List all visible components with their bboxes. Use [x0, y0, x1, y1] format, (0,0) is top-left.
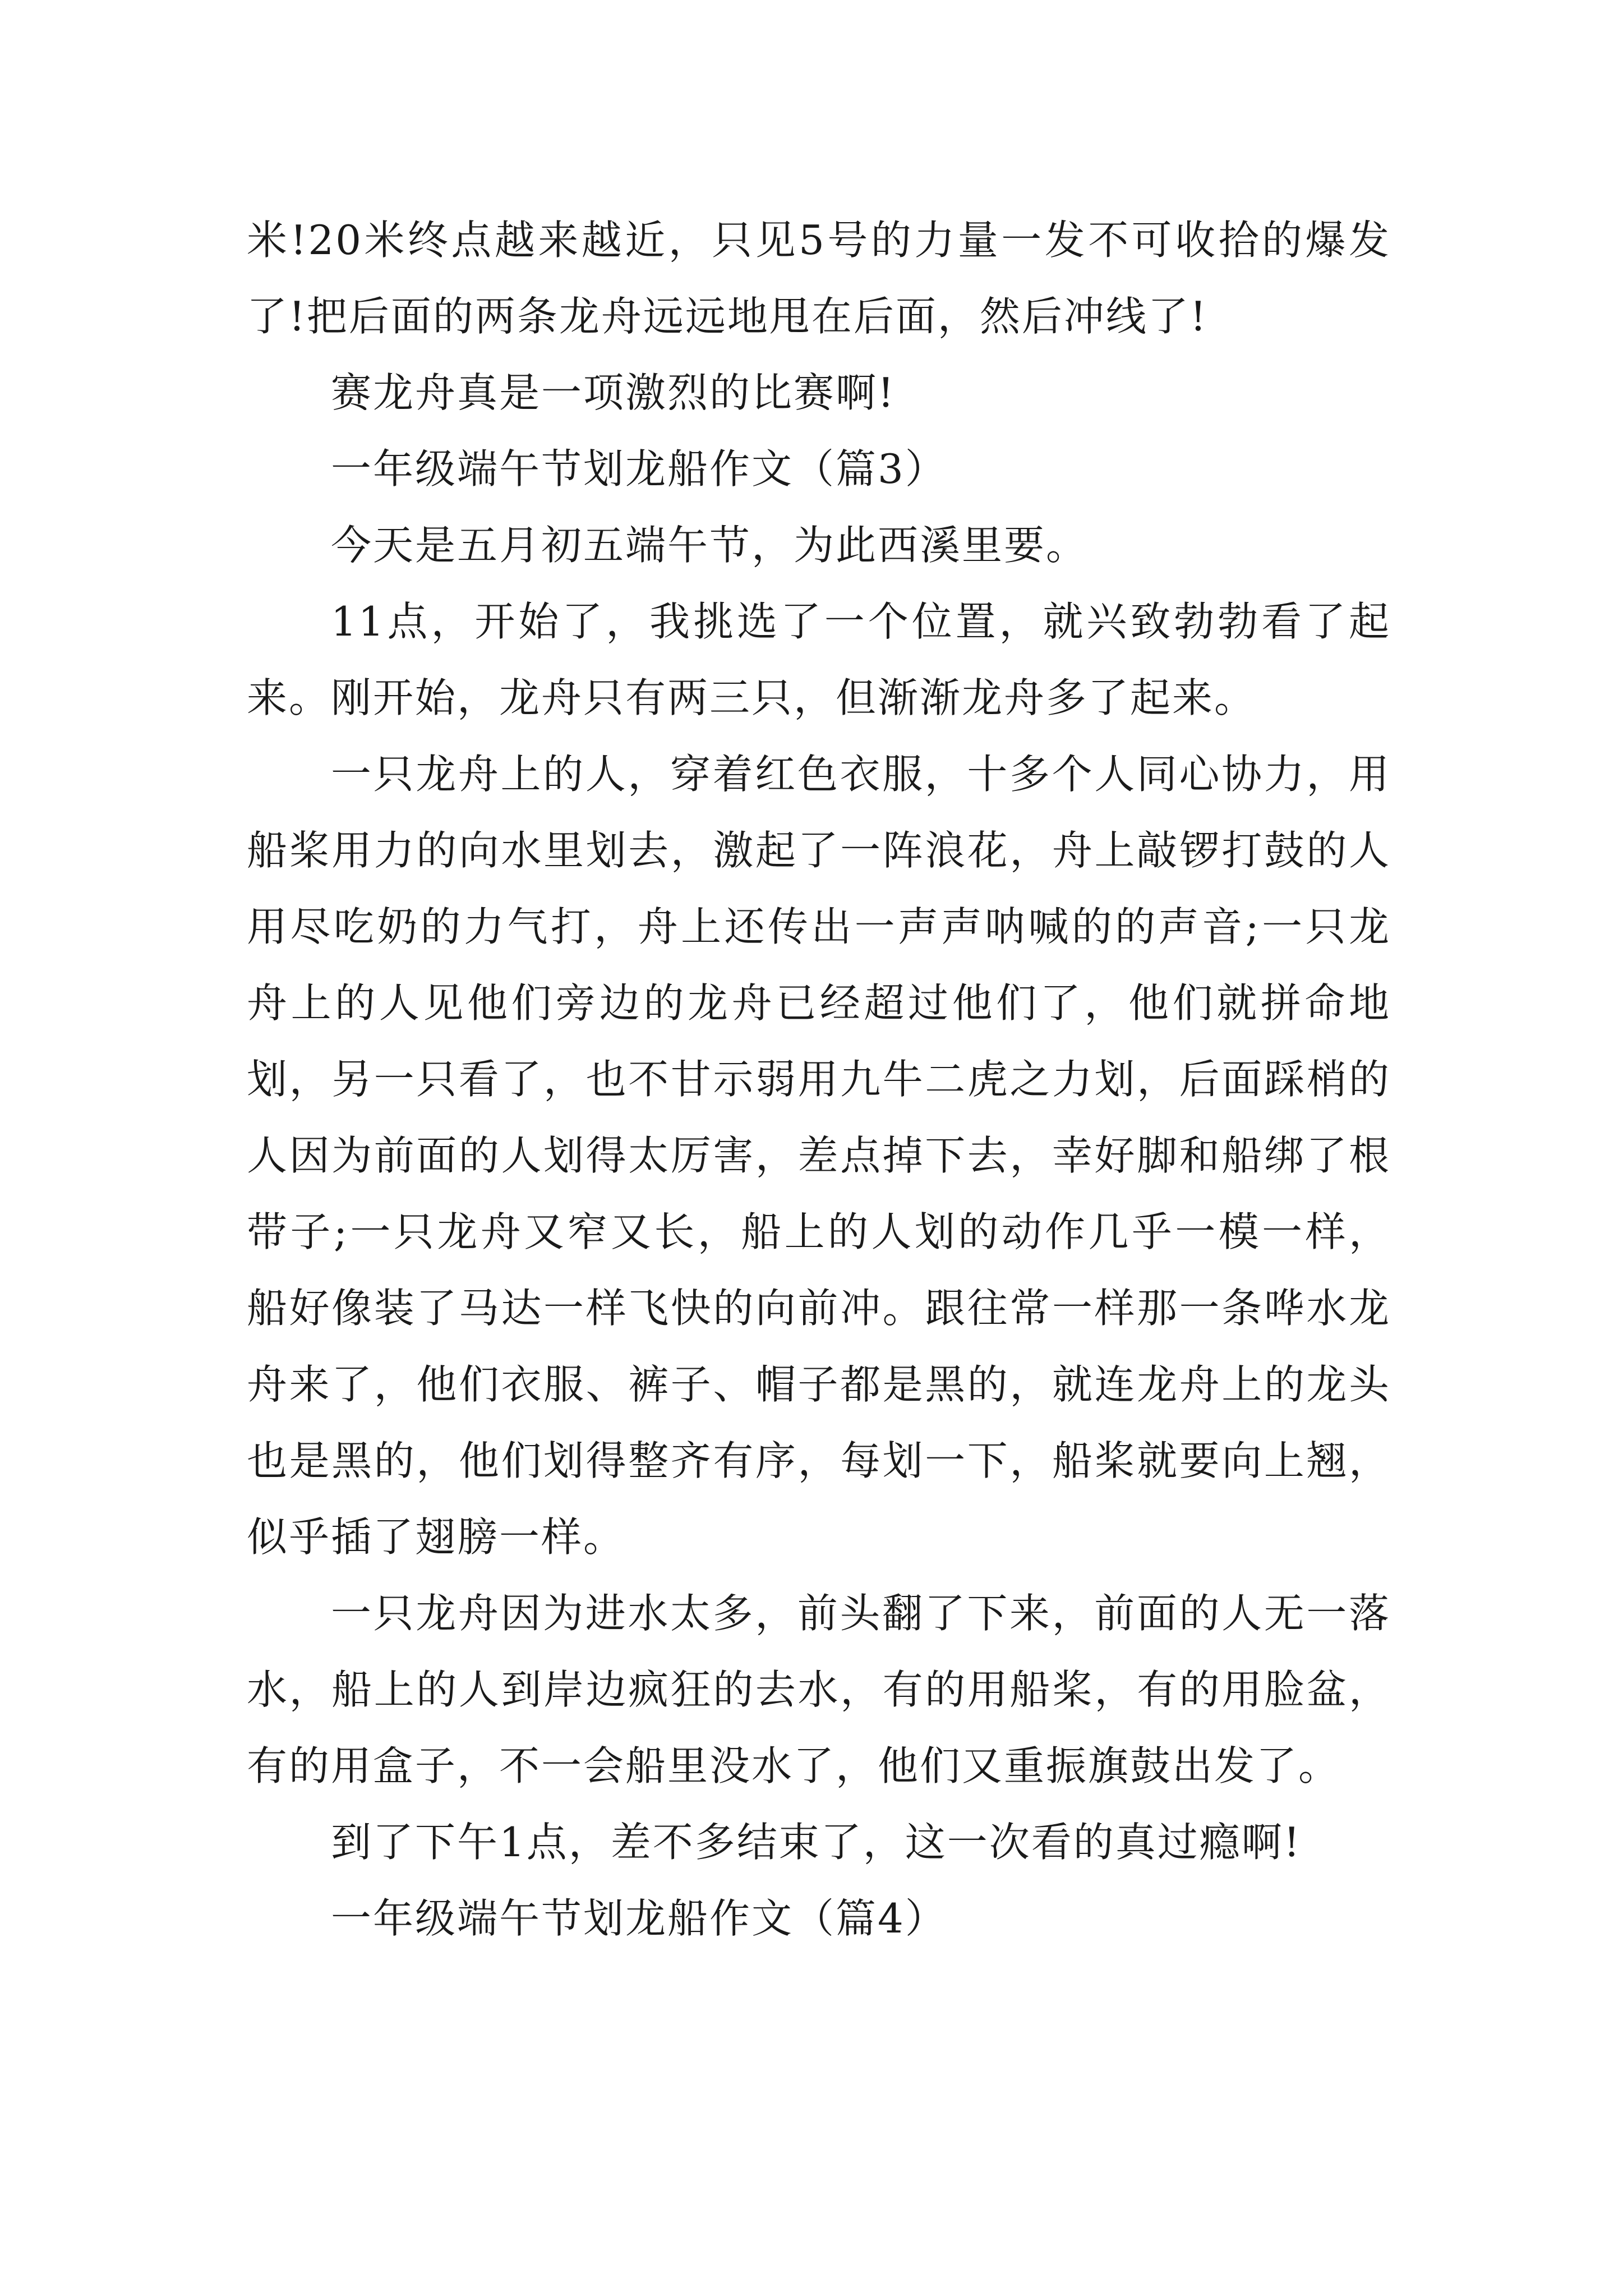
section-heading: 一年级端午节划龙船作文（篇3） — [331, 445, 947, 493]
paragraph: 到了下午1点，差不多结束了，这一次看的真过瘾啊! — [331, 1819, 1302, 1866]
paragraph: 赛龙舟真是一项激烈的比赛啊! — [331, 369, 896, 416]
section-heading: 一年级端午节划龙船作文（篇4） — [331, 1895, 947, 1942]
paragraph: 今天是五月初五端午节，为此西溪里要。 — [331, 522, 1089, 569]
paragraph: 11点，开始了，我挑选了一个位置，就兴致勃勃看了起来。刚开始，龙舟只有两三只，但渐渐龙舟多了起来。 — [247, 598, 1391, 721]
paragraph: 一只龙舟上的人，穿着红色衣服，十多个人同心协力，用船桨用力的向水里划去，激起了一阵浪花，舟上敲锣打鼓的人用尽吃奶的力气打，舟上还传出一声声呐喊的的声音;一只龙舟上的人见他们旁边的龙舟已经超过他们了，他们就拼命地划，另一只看了，也不甘示弱用九牛二虎之力划，后面踩梢的人因为前面的人划得太厉害，差点掉下去，幸好脚和船绑了根带子;一只龙舟又窄又长，船上的人划的动作几乎一模一样，船好像装了马达一样飞快的向前冲。跟往常一样那一条哗水龙舟来了，他们衣服、裤子、帽子都是黑的，就连龙舟上的龙头也是黑的，他们划得整齐有序，每划一下，船桨就要向上翘，似乎插了翅膀一样。 — [247, 751, 1391, 1561]
paragraph-continuation: 米!20米终点越来越近，只见5号的力量一发不可收拾的爆发了!把后面的两条龙舟远远地甩在后面，然后冲线了! — [247, 217, 1391, 340]
document-body — [247, 202, 1391, 1957]
paragraph: 一只龙舟因为进水太多，前头翻了下来，前面的人无一落水，船上的人到岸边疯狂的去水，有的用船桨，有的用脸盆，有的用盒子，不一会船里没水了，他们又重振旗鼓出发了。 — [247, 1590, 1391, 1789]
